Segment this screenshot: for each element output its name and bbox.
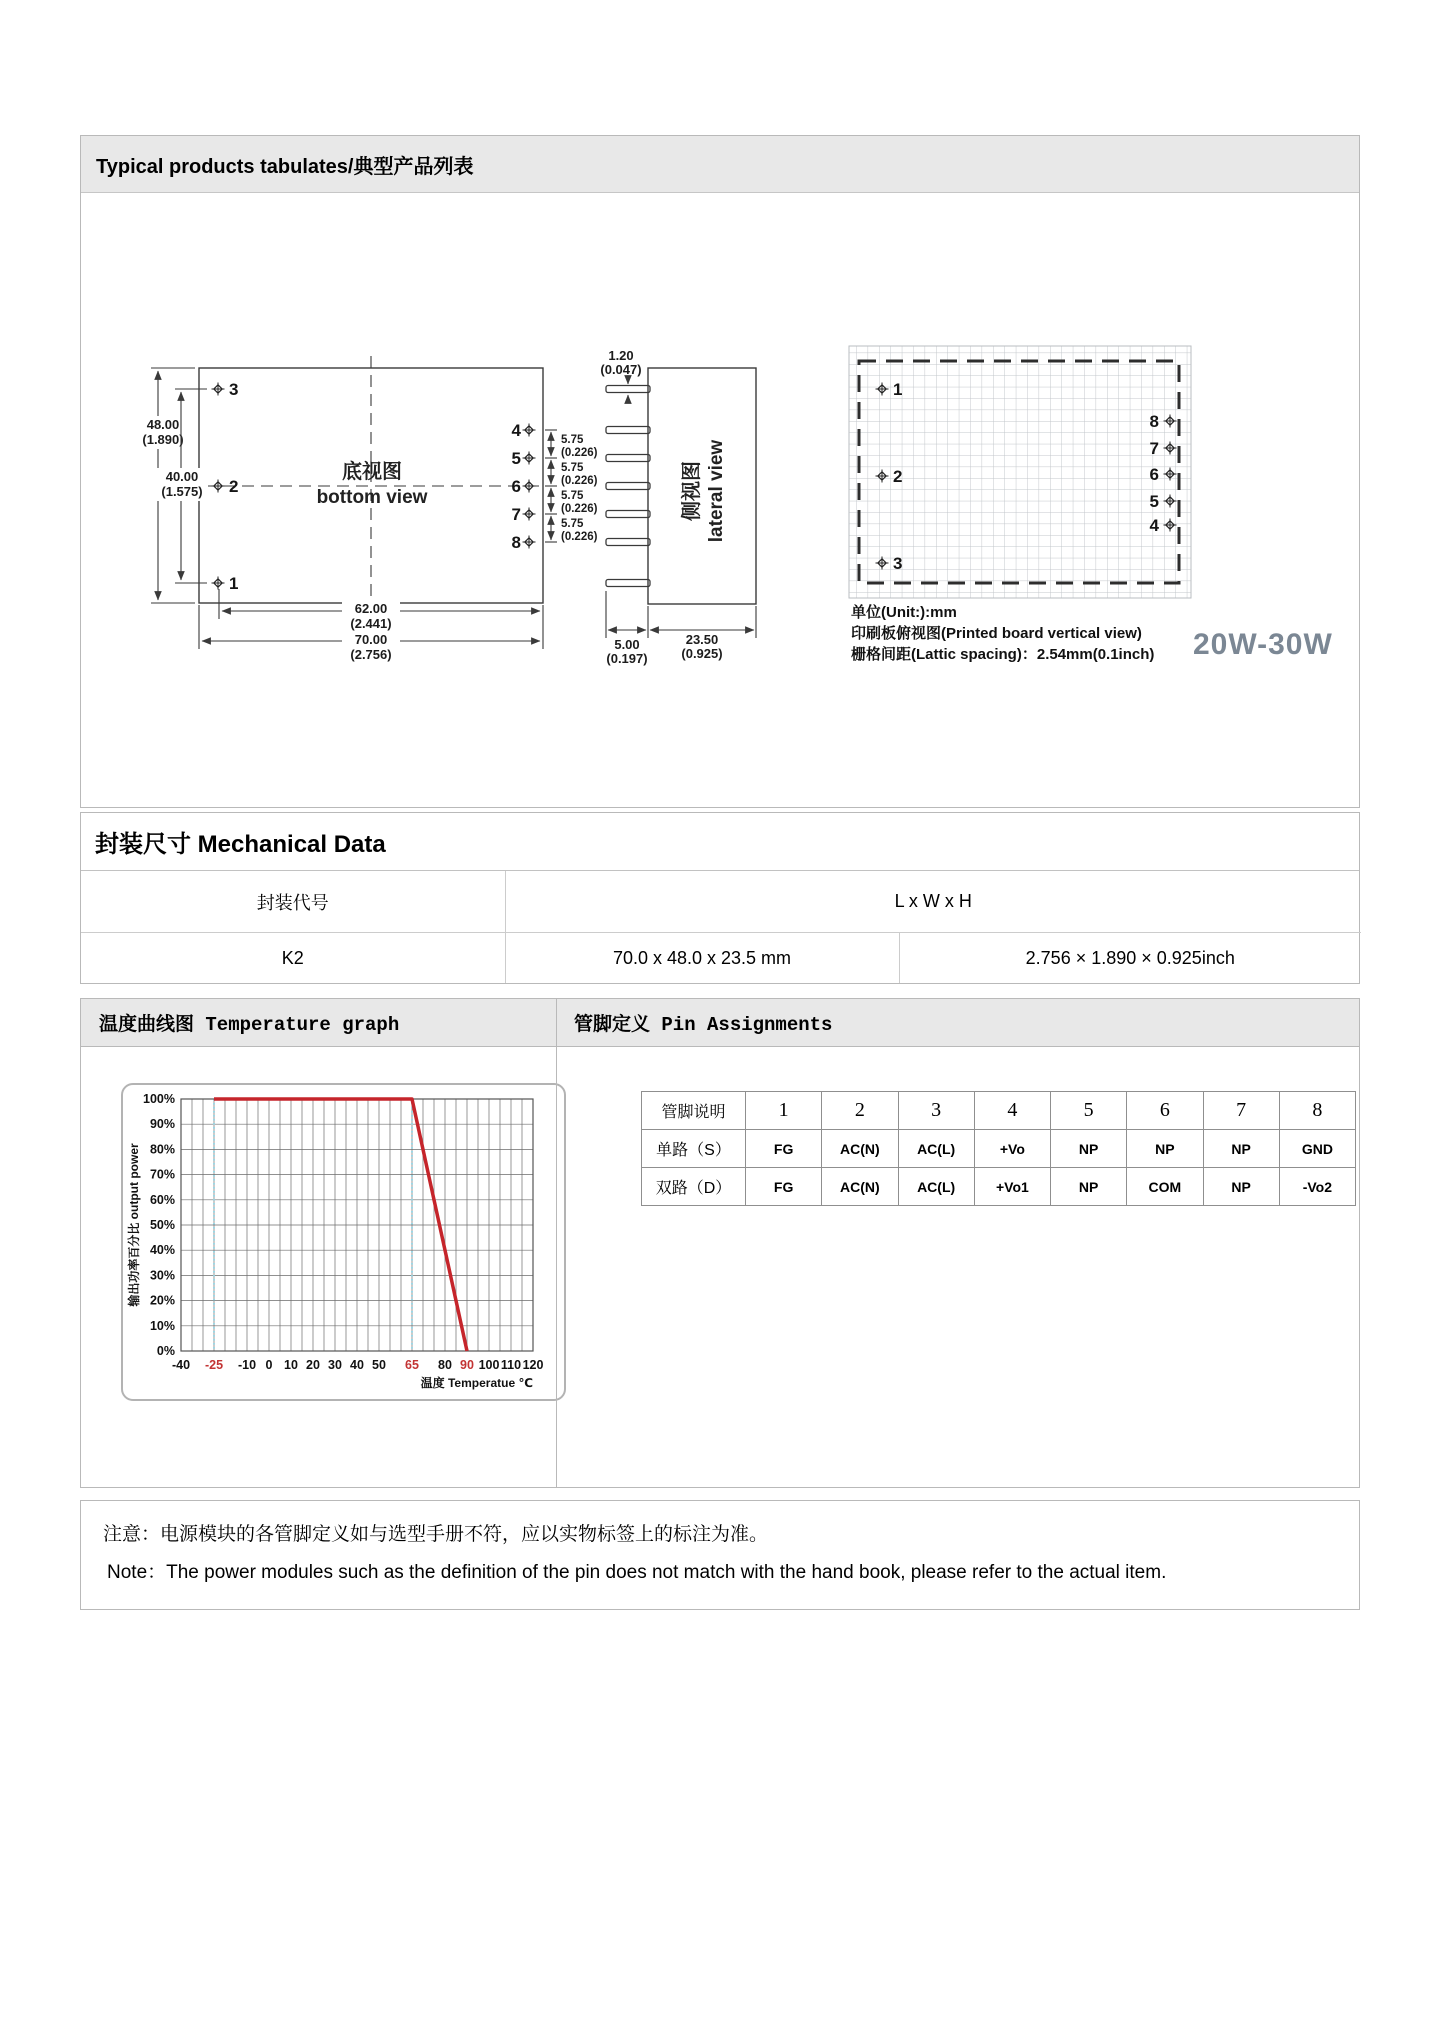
pin-number-1: 1: [229, 574, 239, 593]
pin-marker-icon: [212, 383, 225, 396]
pin-number-7: 7: [511, 505, 521, 524]
x-tick: -40: [171, 1358, 191, 1372]
x-axis-label: 温度 Temperatue ℃: [420, 1376, 533, 1390]
x-tick: 100: [478, 1358, 500, 1372]
y-tick: 40%: [149, 1243, 175, 1258]
pitch-mm: 5.75: [561, 518, 584, 530]
mech-package-code: K2: [81, 933, 505, 983]
x-tick: 50: [372, 1358, 386, 1372]
dim-500-in: (0.197): [606, 651, 648, 666]
pin-marker-icon: [523, 480, 536, 493]
lateral-pin: [606, 539, 650, 546]
board-pin-2: 2: [893, 467, 903, 486]
pitch-mm: 5.75: [561, 434, 584, 446]
dim-500-mm: 5.00: [614, 637, 640, 652]
x-tick: 10: [284, 1358, 298, 1372]
pin-value-cell: +Vo1: [974, 1168, 1050, 1206]
pin-row-label: 双路（D）: [642, 1168, 746, 1206]
pin-col-header-6: 6: [1127, 1092, 1203, 1130]
pin-table-corner-header: 管脚说明: [642, 1092, 746, 1130]
x-tick: -25: [204, 1358, 224, 1372]
pin-pitch-labels: [561, 434, 598, 543]
temp-pin-section: [80, 998, 1360, 1488]
x-tick: 80: [438, 1358, 452, 1372]
y-tick: 20%: [149, 1293, 175, 1308]
y-tick: 30%: [149, 1268, 175, 1283]
lateral-view-title-en: lateral view: [706, 439, 727, 543]
pin-number-4: 4: [511, 421, 521, 440]
pitch-in: (0.226): [561, 531, 598, 543]
pin-marker-icon: [212, 577, 225, 590]
mech-col-code-header: 封装代号: [81, 871, 505, 933]
pin-row-label: 单路（S）: [642, 1130, 746, 1168]
pin-value-cell: COM: [1127, 1168, 1203, 1206]
lateral-pin: [606, 386, 650, 393]
pitch-in: (0.226): [561, 447, 598, 459]
board-note-spacing: 栅格间距(Lattic spacing)：2.54mm(0.1inch): [851, 646, 1155, 663]
pin-value-cell: GND: [1279, 1130, 1355, 1168]
pin-col-header-3: 3: [898, 1092, 974, 1130]
lateral-pin: [606, 511, 650, 518]
pin-value-cell: -Vo2: [1279, 1168, 1355, 1206]
y-tick: 50%: [149, 1218, 175, 1232]
lateral-pin: [606, 455, 650, 462]
dim-70-in: (2.756): [350, 647, 392, 662]
pin-value-cell: FG: [746, 1168, 822, 1206]
pin-number-8: 8: [511, 533, 521, 552]
board-note-unit: 单位(Unit:):mm: [851, 604, 957, 621]
temperature-graph-title: 温度曲线图 Temperature graph: [99, 1014, 400, 1036]
x-tick: 90: [460, 1358, 474, 1372]
dim-2350-in: (0.925): [681, 646, 723, 661]
board-pin-1: 1: [893, 380, 903, 399]
mechanical-data-section: [80, 812, 1360, 984]
pin-marker-icon: [523, 424, 536, 437]
pin-col-header-5: 5: [1051, 1092, 1127, 1130]
pin-value-cell: +Vo: [974, 1130, 1050, 1168]
y-tick: 90%: [149, 1117, 175, 1132]
lateral-pin: [606, 580, 650, 587]
temp-pin-body: [81, 1047, 1359, 1487]
pin-assignments-title: 管脚定义 Pin Assignments: [574, 1014, 833, 1036]
board-pin-8: 8: [1149, 412, 1159, 431]
pin-value-cell: NP: [1051, 1130, 1127, 1168]
x-tick: 30: [328, 1358, 342, 1372]
x-tick: 20: [306, 1358, 320, 1372]
dim-40-in: (1.575): [161, 484, 203, 499]
note-line-cn: 注意：电源模块的各管脚定义如与选型手册不符，应以实物标签上的标注为准。: [103, 1524, 769, 1545]
y-axis-label: 输出功率百分比 output power: [127, 1143, 141, 1307]
pin-value-cell: FG: [746, 1130, 822, 1168]
typical-products-section: [80, 135, 1360, 808]
temp-pin-header-bar: [81, 999, 1359, 1047]
bottom-view-title-cn: 底视图: [342, 461, 402, 483]
x-tick: -10: [237, 1358, 257, 1372]
y-tick: 80%: [149, 1142, 175, 1157]
pin-number-5: 5: [511, 449, 521, 468]
board-view-drawing: [849, 346, 1333, 663]
dim-62-mm: 62.00: [354, 601, 388, 616]
bottom-view-drawing: [137, 356, 598, 662]
drawings-area: [81, 193, 1359, 808]
technical-drawings: [81, 193, 1361, 808]
x-tick: 40: [350, 1358, 364, 1372]
pin-number-6: 6: [511, 477, 521, 496]
dim-2350-mm: 23.50: [685, 632, 719, 647]
pitch-in: (0.226): [561, 475, 598, 487]
y-tick: 0%: [156, 1344, 175, 1358]
x-tick: 65: [405, 1358, 419, 1372]
pin-table-row-2: [642, 1168, 1356, 1206]
temperature-graph: [121, 1083, 566, 1401]
lateral-view-drawing: [600, 348, 756, 666]
note-section: [80, 1500, 1360, 1610]
pitch-mm: 5.75: [561, 462, 584, 474]
pin-value-cell: AC(N): [822, 1168, 898, 1206]
x-tick: 0: [265, 1358, 273, 1372]
board-pin-6: 6: [1149, 465, 1159, 484]
note-line-en: Note：The power modules such as the definition of the pin does not match with the hand book, please refer to the actual item.: [107, 1562, 1167, 1583]
dim-120-mm: 1.20: [608, 348, 634, 363]
dim-120-in: (0.047): [600, 362, 642, 377]
pin-table-row-1: [642, 1130, 1356, 1168]
pin-number-3: 3: [229, 380, 239, 399]
section-title-bar: [81, 136, 1359, 193]
page-title: Typical products tabulates/典型产品列表: [96, 155, 474, 178]
pin-value-cell: NP: [1127, 1130, 1203, 1168]
board-pin-5: 5: [1149, 492, 1159, 511]
mechanical-data-table: [81, 871, 1361, 983]
lateral-pin: [606, 483, 650, 490]
lateral-view-title-cn: 侧视图: [681, 461, 703, 521]
pin-assignments-table: [641, 1091, 1356, 1206]
pitch-in: (0.226): [561, 503, 598, 515]
pin-value-cell: NP: [1203, 1168, 1279, 1206]
y-tick: 60%: [149, 1192, 175, 1207]
pin-value-cell: NP: [1203, 1130, 1279, 1168]
board-pin-3: 3: [893, 554, 903, 573]
mech-size-inch: 2.756 × 1.890 × 0.925inch: [899, 933, 1361, 983]
y-tick: 100%: [143, 1092, 175, 1106]
y-tick: 70%: [149, 1167, 175, 1182]
pin-marker-icon: [212, 480, 225, 493]
lateral-pin: [606, 427, 650, 434]
pin-marker-icon: [523, 452, 536, 465]
pin-col-header-2: 2: [822, 1092, 898, 1130]
pin-col-header-8: 8: [1279, 1092, 1355, 1130]
power-range-label: 20W-30W: [1193, 628, 1333, 661]
dim-40-mm: 40.00: [165, 469, 199, 484]
board-note-view: 印刷板俯视图(Printed board vertical view): [851, 625, 1142, 642]
lateral-view-pins: [606, 386, 650, 587]
pin-number-2: 2: [229, 477, 239, 496]
pin-col-header-4: 4: [974, 1092, 1050, 1130]
pin-col-header-1: 1: [746, 1092, 822, 1130]
pitch-mm: 5.75: [561, 490, 584, 502]
dim-70-mm: 70.00: [354, 632, 388, 647]
x-tick: 110: [500, 1358, 522, 1372]
board-pin-4: 4: [1149, 516, 1159, 535]
pin-marker-icon: [523, 508, 536, 521]
pin-marker-icon: [523, 536, 536, 549]
pin-value-cell: AC(L): [898, 1130, 974, 1168]
dim-62-in: (2.441): [350, 616, 392, 631]
pin-value-cell: AC(N): [822, 1130, 898, 1168]
dim-48-in: (1.890): [142, 432, 184, 447]
bottom-view-title-en: bottom view: [316, 487, 428, 508]
mech-col-dims-header: L x W x H: [505, 871, 1361, 933]
pin-col-header-7: 7: [1203, 1092, 1279, 1130]
pin-value-cell: AC(L): [898, 1168, 974, 1206]
mech-size-mm: 70.0 x 48.0 x 23.5 mm: [505, 933, 899, 983]
y-tick: 10%: [149, 1318, 175, 1333]
board-pin-7: 7: [1149, 439, 1159, 458]
pin-value-cell: NP: [1051, 1168, 1127, 1206]
dim-48-mm: 48.00: [146, 417, 180, 432]
temperature-chart-svg: [123, 1085, 564, 1399]
x-tick: 120: [522, 1358, 544, 1372]
column-divider: [556, 999, 557, 1487]
mechanical-data-title: 封装尺寸 Mechanical Data: [81, 813, 1359, 871]
